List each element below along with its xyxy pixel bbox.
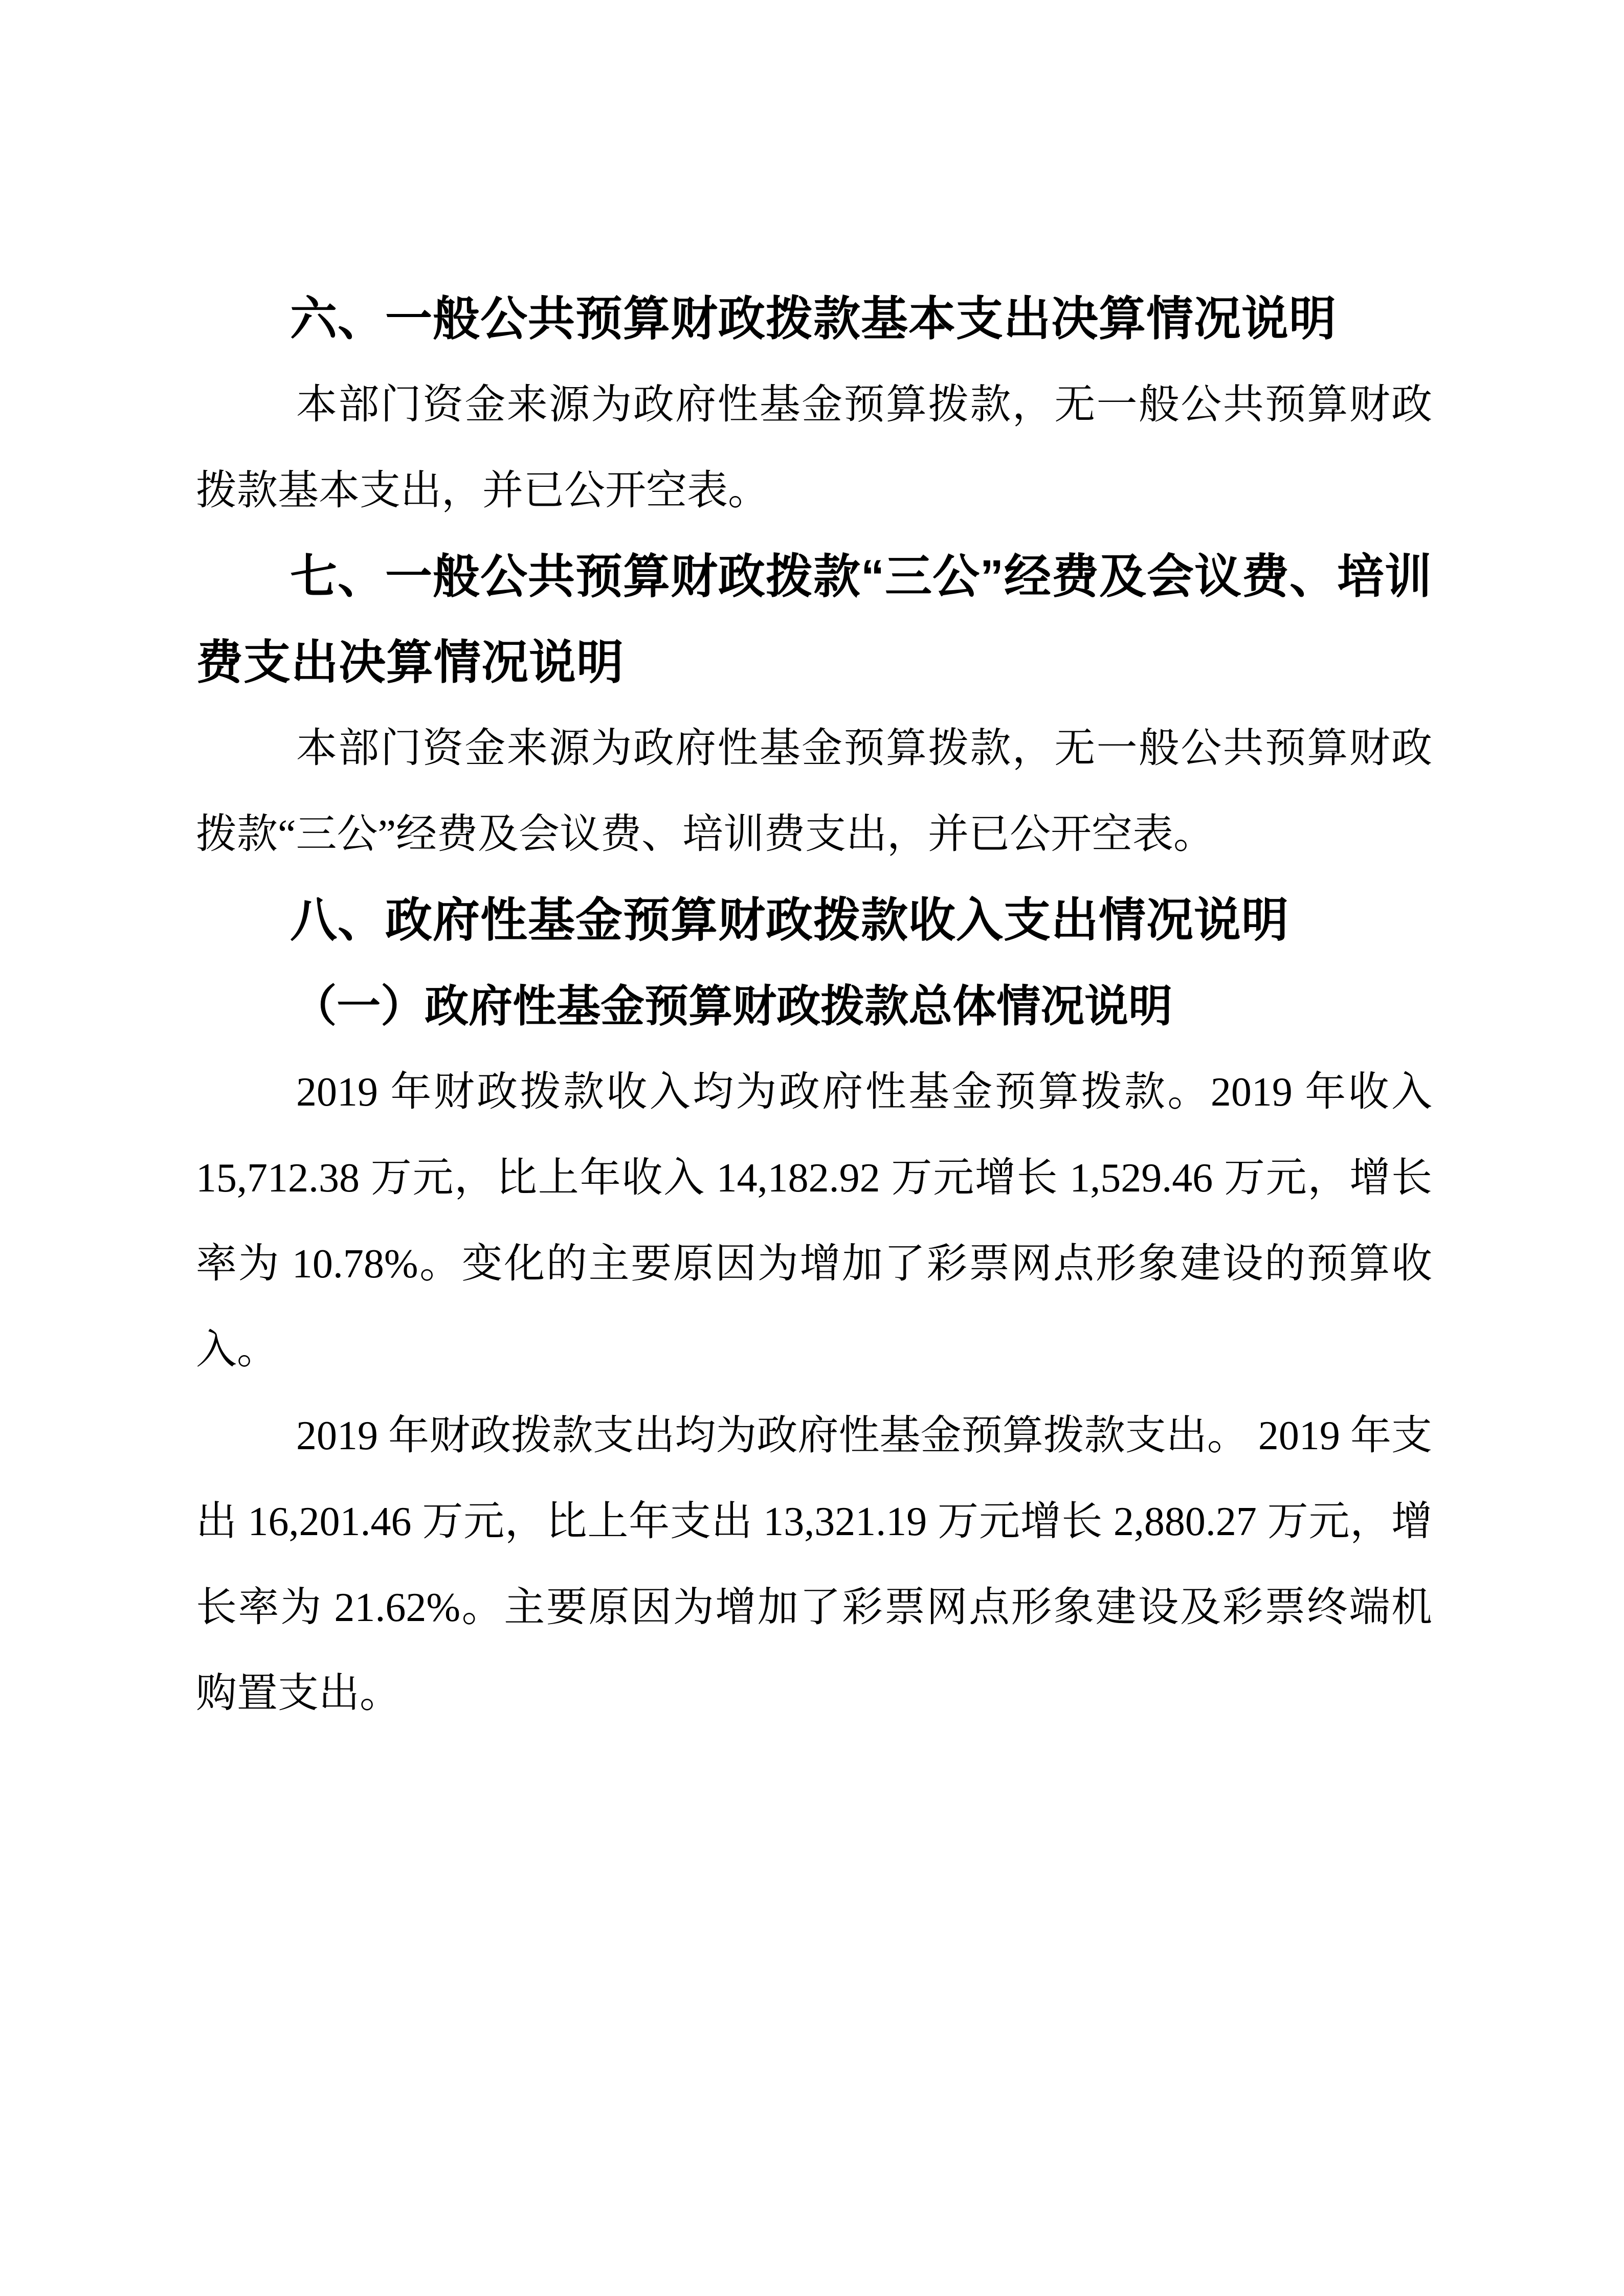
subsection-heading-one: （一）政府性基金预算财政拨款总体情况说明 — [293, 982, 1173, 1031]
paragraph-six-statement: 本部门资金来源为政府性基金预算拨款，无一般公共预算财政拨款基本支出，并已公开空表。 — [196, 382, 1432, 513]
paragraph-fund-expenditure: 2019 年财政拨款支出均为政府性基金预算拨款支出。 2019 年支出 16,201.46 万元，比上年支出 13,321.19 万元增长 2,880.27 万元，增长率为 21.62%。主要原因为增加了彩票网点形象建设及彩票终端机购置支出。 — [196, 1413, 1432, 1716]
section-heading-seven: 七、一般公共预算财政拨款“三公”经费及会议费、培训费支出决算情况说明 — [196, 551, 1433, 689]
document-body — [196, 276, 1432, 1737]
section-heading-six: 六、一般公共预算财政拨款基本支出决算情况说明 — [290, 293, 1337, 345]
section-heading-eight: 八、政府性基金预算财政拨款收入支出情况说明 — [290, 894, 1289, 947]
paragraph-fund-income: 2019 年财政拨款收入均为政府性基金预算拨款。2019 年收入 15,712.38 万元，比上年收入 14,182.92 万元增长 1,529.46 万元，增长率为 10.78%。变化的主要原因为增加了彩票网点形象建设的预算收入。 — [196, 1070, 1432, 1372]
paragraph-seven-statement: 本部门资金来源为政府性基金预算拨款，无一般公共预算财政拨款“三公”经费及会议费、培训费支出，并已公开空表。 — [196, 726, 1432, 857]
